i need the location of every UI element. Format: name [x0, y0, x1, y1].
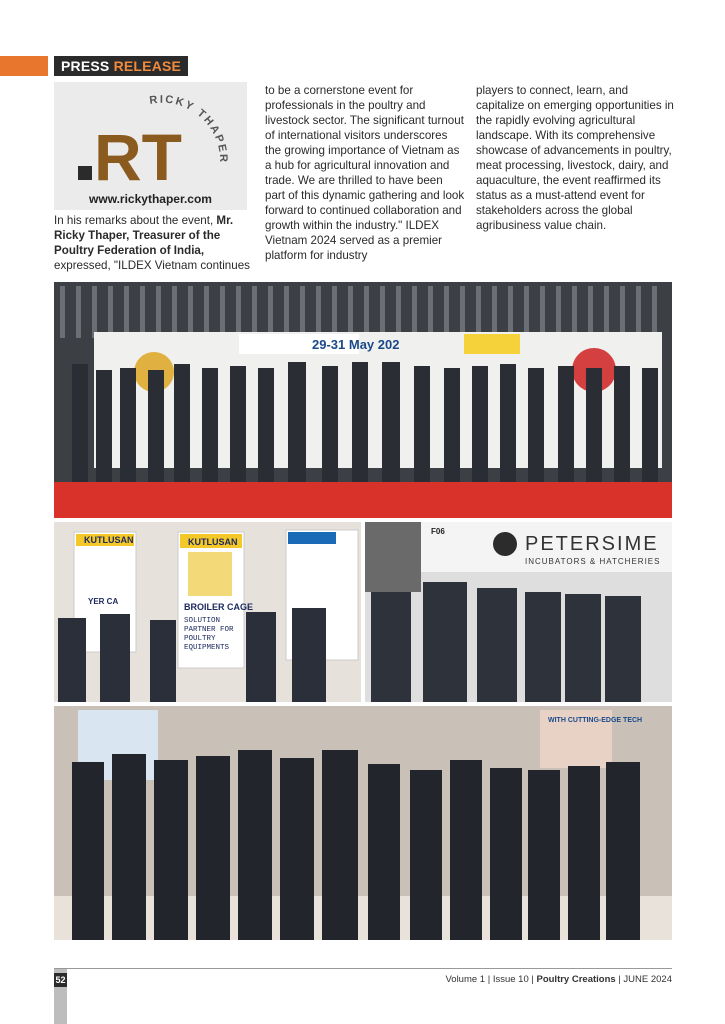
footer-divider — [54, 968, 672, 969]
col1-rest: expressed, "ILDEX Vietnam continues — [54, 259, 250, 272]
petersime-photo-graphic — [365, 522, 672, 702]
petersime-tagline: INCUBATORS & HATCHERIES — [525, 557, 661, 566]
footer-issue-info — [445, 974, 672, 985]
section-tag-part2: RELEASE — [113, 58, 182, 74]
article-column-1 — [54, 213, 250, 273]
logo-dot — [78, 166, 92, 180]
col1-speaker: Mr. Ricky Thaper, Treasurer of the Poultry Federation of India, — [54, 214, 234, 257]
footer-volume: Volume 1 | Issue 10 | — [445, 974, 537, 985]
kutlusan-sign-left: KUTLUSAN — [84, 535, 134, 545]
kutlusan-photo-graphic — [54, 522, 361, 702]
booth-code: F06 — [431, 527, 445, 536]
article-column-3 — [476, 83, 676, 233]
article-column-2 — [265, 83, 465, 263]
section-tag — [54, 56, 188, 76]
cutting-edge-sign: WITH CUTTING-EDGE TECH — [548, 717, 643, 724]
ricky-thaper-logo — [54, 82, 247, 210]
kutlusan-side-sign: YER CA — [88, 597, 119, 606]
kutlusan-booth-photo — [54, 522, 361, 702]
team-photo-graphic — [54, 706, 672, 940]
kutlusan-panel-line4: POULTRY — [184, 635, 216, 643]
rt-logo-graphic — [54, 82, 247, 192]
footer-date: | JUNE 2024 — [615, 974, 672, 985]
kutlusan-panel-line2: SOLUTION — [184, 617, 221, 625]
footer-publication: Poultry Creations — [536, 974, 616, 985]
col2-text: to be a cornerstone event for professionals in the poultry and livestock sector. The significant turnout of international visitors underscores the growing importance of Vietnam as a hub for agricultural innovation and trade. We are thrilled to have been part of this dynamic gathering and look forward to continued collaboration and growth within the industry." ILDEX Vietnam 2024 served as a premier platform for industry — [265, 84, 465, 262]
col3-text: players to connect, learn, and capitalize on emerging opportunities in the rapidly evolving agricultural landscape. With its comprehensive showcase of advancements in poultry, meat processing, livestock, dairy, and aquaculture, the event reaffirmed its status as a must-attend event for stakeholders across the global agribusiness value chain. — [476, 84, 674, 232]
kutlusan-sign-center: KUTLUSAN — [188, 537, 238, 547]
stage-banner-dates: 29-31 May 202 — [312, 337, 400, 352]
section-tag-part1: PRESS — [61, 58, 110, 74]
page-number: 52 — [55, 975, 66, 985]
team-group-photo — [54, 706, 672, 940]
petersime-name: PETERSIME — [525, 533, 659, 555]
stage-photo-graphic — [54, 282, 672, 518]
logo-website[interactable]: www.rickythaper.com — [89, 192, 212, 206]
kutlusan-panel-line5: EQUIPMENTS — [184, 644, 230, 652]
stage-group-photo — [54, 282, 672, 518]
kutlusan-panel-line1: BROILER CAGE — [184, 602, 254, 612]
col1-intro: In his remarks about the event, — [54, 214, 217, 227]
logo-arc-text: RICKY THAPER — [148, 93, 230, 165]
kutlusan-panel-line3: PARTNER FOR — [184, 626, 234, 634]
logo-monogram: RT — [94, 120, 182, 192]
petersime-booth-photo — [365, 522, 672, 702]
header-accent-bar — [0, 56, 48, 76]
